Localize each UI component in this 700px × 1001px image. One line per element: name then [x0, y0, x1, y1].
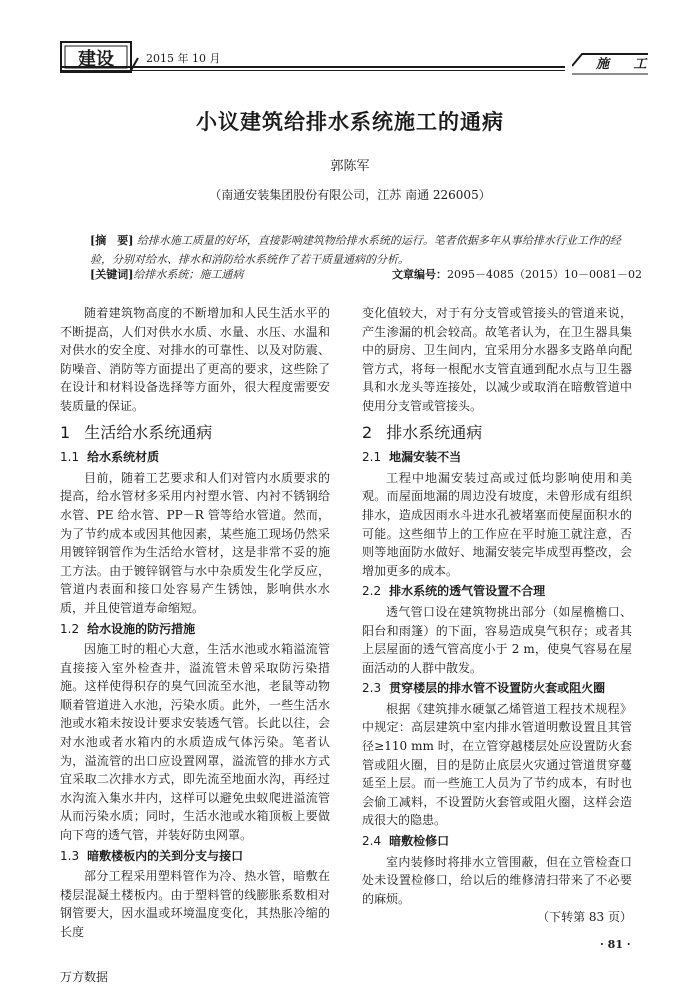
right-column	[362, 304, 632, 927]
section-1-3-continued: 变化值较大，对于有分支管或管接头的管道来说，产生渗漏的机会较高。故笔者认为，在卫生器具集中的厨房、卫生间内，宜采用分水器多支路单向配管方式，将每一根配水支管直通到配水点与卫生器具和水龙头等连接处，以减少或取消在暗敷管道中使用分支管或管接头。	[362, 306, 632, 413]
page-number: · 81 ·	[600, 938, 631, 951]
abstract-text: 给排水施工质量的好坏，直接影响建筑物给排水系统的运行。笔者依据多年从事给排水行业工作的经验，分别对给水、排水和消防给水系统作了若干质量通病的分析。	[90, 234, 621, 266]
section-label: 施 工	[596, 57, 657, 72]
header-rule-thin	[60, 70, 565, 71]
article-number-label: 文章编号：	[392, 268, 448, 281]
issue-date: 2015 年 10 月	[146, 52, 221, 65]
journal-logo-icon	[60, 38, 140, 78]
section-2-2-heading	[362, 582, 632, 601]
section-2-4-title: 暗敷检修口	[389, 834, 450, 849]
section-1-number: 1	[60, 422, 71, 442]
section-1-2-heading	[60, 620, 330, 639]
section-2-1-number: 2.1	[362, 450, 382, 465]
section-1-1-number: 1.1	[60, 450, 80, 465]
section-2-4-text: 室内装修时将排水立管围蔽，但在立管检查口处未设置检修口，给以后的维修清扫带来了不必要的麻烦。	[362, 854, 632, 906]
section-1-1-text: 目前，随着工艺要求和人们对管内水质要求的提高，给水管材多采用内衬塑水管、内衬不锈钢给水管、PE 给水管、PP－R 管等给水管道。然而，为了节约成本或因其他因素，某些施工现场仍然采用镀锌钢管作为生活给水管材，这是非常不妥的施工方法。由于镀锌钢管与水中杂质发生化学反应，管道内表面和接口处容易产生锈蚀，影响供水水质，并且使管道寿命缩短。	[60, 470, 330, 615]
section-1-1-heading	[60, 448, 330, 467]
section-2-2-title: 排水系统的透气管设置不合理	[389, 584, 546, 599]
journal-logo-text: 建设	[78, 49, 114, 70]
section-2-3-heading	[362, 679, 632, 698]
section-1-2-text: 因施工时的粗心大意，生活水池或水箱溢流管直接接入室外检查井，溢流管未曾采取防污染措施。这样使得积存的臭气回流至水池，老鼠等动物顺着管道进入水池，污染水质。此外，一些生活水池或水箱未按设计要求安装透气管。长此以往，会对水池或者水箱内的水质造成气体污染。笔者认为，溢流管的出口应设置网罩，溢流管的排水方式宜采取二次排水方式，即先流至地面水沟，再经过水沟流入集水井内，这样可以避免虫蚁爬进溢流管从而污染水质；同时，生活水池或水箱顶板上要做向下弯的透气管，并装好防虫网罩。	[60, 642, 330, 843]
section-1-3-text: 部分工程采用塑料管作为冷、热水管，暗敷在楼层混凝土楼板内。由于塑料管的线膨胀系数相对钢管要大，因水温或环境温度变化，其热胀冷缩的长度	[60, 869, 330, 939]
section-2-heading	[362, 424, 632, 443]
section-2-4-heading	[362, 832, 632, 851]
section-2-1-heading	[362, 448, 632, 467]
section-1-2-number: 1.2	[60, 621, 80, 636]
header-rule	[60, 66, 565, 68]
section-1-heading	[60, 424, 330, 443]
section-1-2-title: 给水设施的防污措施	[87, 621, 196, 636]
section-2-2-text: 透气管口设在建筑物挑出部分（如屋檐檐口、阳台和雨篷）的下面，容易造成臭气积存；或者其上层屋面的透气管高度小于 2 m，使臭气容易在屋面活动的人群中散发。	[362, 604, 632, 675]
article-number	[392, 266, 642, 282]
article-number-value: 2095－4085（2015）10－0081－02	[447, 268, 642, 281]
section-2-3-number: 2.3	[362, 681, 382, 696]
keywords-label: [关键词]	[90, 268, 134, 281]
section-1-3-title: 暗敷楼板内的关到分支与接口	[87, 848, 244, 863]
abstract	[90, 231, 642, 269]
affiliation: （南通安装集团股份有限公司，江苏 南通 226005）	[209, 188, 491, 202]
section-1-3-number: 1.3	[60, 848, 80, 863]
author: 郭陈军	[330, 159, 370, 174]
section-2-3-title: 贯穿楼层的排水管不设置防火套或阻火圈	[389, 681, 606, 696]
section-2-4-number: 2.4	[362, 834, 382, 849]
source-watermark: 万方数据	[60, 970, 109, 984]
left-column	[60, 304, 330, 942]
section-1-3-heading	[60, 847, 330, 866]
section-1-title: 生活给水系统通病	[84, 422, 213, 442]
section-2-3-text: 根据《建筑排水硬氯乙烯管道工程技术规程》中规定：高层建筑中室内排水管道明敷设置且其管径≥110 mm 时，在立管穿越楼层处应设置防火套管或阻火圈，目的是防止底层火灾通过管道贯穿蔓延至上层。而一些施工人员为了节约成本，有时也会偷工减料，不设置防火套管或阻火圈，这样会造成很大的隐患。	[362, 701, 632, 828]
keywords-text: 给排水系统；施工通病	[133, 268, 244, 281]
continued-note: （下转第 83 页）	[537, 910, 632, 925]
article-title: 小议建筑给排水系统施工的通病	[196, 109, 504, 134]
abstract-label: [摘 要]	[90, 234, 134, 247]
section-2-2-number: 2.2	[362, 584, 382, 599]
intro-paragraph: 随着建筑物高度的不断增加和人民生活水平的不断提高，人们对供水水质、水量、水压、水温和对供水的安全度、对排水的可靠性、以及对防震、防噪音、消防等方面提出了更高的要求，这些除了在设计和材料设备选择等方面外，很大程度需要安装质量的保证。	[60, 306, 330, 413]
section-2-title: 排水系统通病	[386, 422, 483, 442]
section-2-number: 2	[362, 422, 373, 442]
section-1-1-title: 给水系统材质	[87, 450, 160, 465]
section-2-1-title: 地漏安装不当	[389, 450, 462, 465]
section-2-1-text: 工程中地漏安装过高或过低均影响使用和美观。而屋面地漏的周边没有坡度，未曾形成有组织排水，造成因雨水斗进水孔被堵塞而使屋面积水的可能。这些细节上的工作应在平时施工就注意，否则等地面防水做好、地漏安装完毕成型再整改，会增加更多的成本。	[362, 470, 632, 578]
